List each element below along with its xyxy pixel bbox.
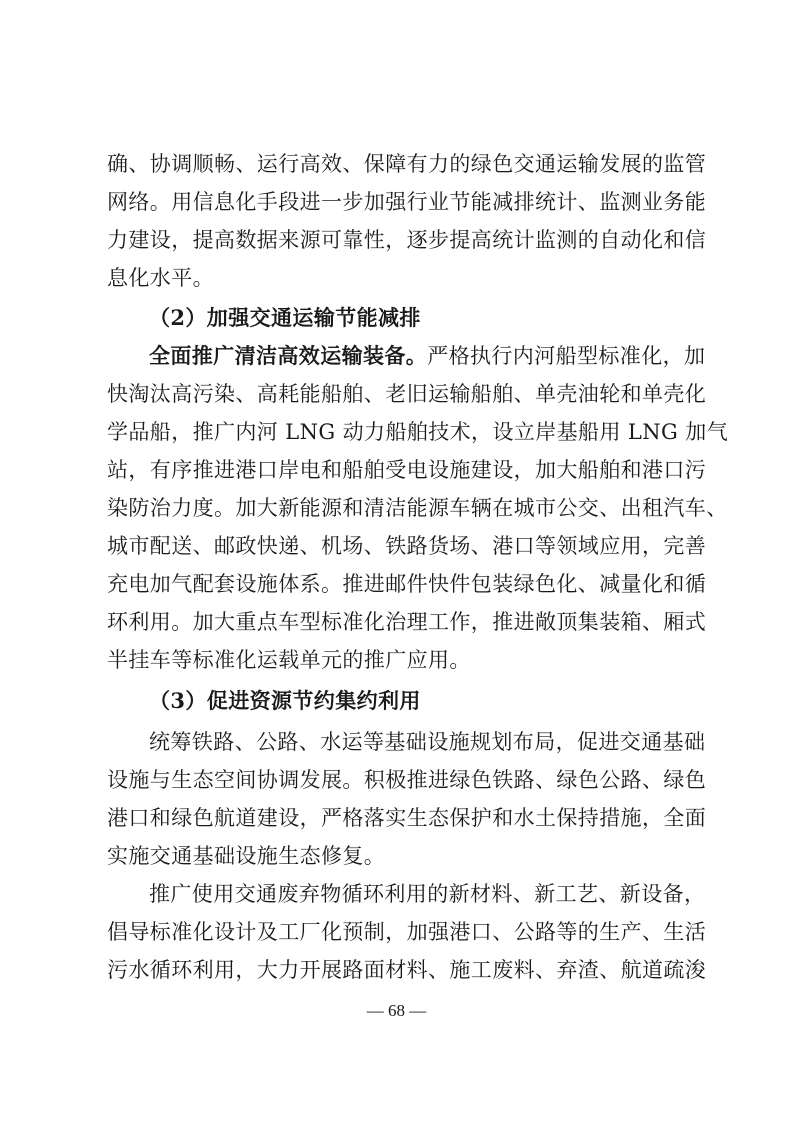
- paragraph-1-line-1: 确、协调顺畅、运行高效、保障有力的绿色交通运输发展的监管: [107, 152, 707, 176]
- paragraph-3-line-1: 统筹铁路、公路、水运等基础设施规划布局，促进交通基础: [149, 730, 706, 754]
- page-number: — 68 —: [366, 1001, 427, 1020]
- section-heading-2: （2）加强交通运输节能减排: [149, 305, 421, 330]
- paragraph-3-line-3: 港口和绿色航道建设，严格落实生态保护和水土保持措施，全面: [107, 806, 707, 830]
- paragraph-2-line-3: 学品船，推广内河 LNG 动力船舶技术，设立岸基船用 LNG 加气: [107, 420, 729, 444]
- paragraph-2-line-1: [149, 342, 705, 370]
- paragraph-2-line-9: 半挂车等标准化运载单元的推广应用。: [107, 648, 471, 672]
- paragraph-2-line-2: 快淘汰高污染、高耗能船舶、老旧运输船舶、单壳油轮和单壳化: [107, 382, 707, 406]
- paragraph-2-line-7: 充电加气配套设施体系。推进邮件快件包装绿色化、减量化和循: [107, 572, 707, 596]
- paragraph-4-line-3: 污水循环利用，大力开展路面材料、施工废料、弃渣、航道疏浚: [107, 958, 707, 982]
- paragraph-1-line-4: 息化水平。: [107, 266, 214, 290]
- paragraph-2-line-8: 环利用。加大重点车型标准化治理工作，推进敞顶集装箱、厢式: [107, 610, 707, 634]
- section-heading-3: （3）促进资源节约集约利用: [149, 688, 421, 713]
- paragraph-2-line-5: 染防治力度。加大新能源和清洁能源车辆在城市公交、出租汽车、: [107, 496, 728, 520]
- paragraph-4-line-1: 推广使用交通废弃物循环利用的新材料、新工艺、新设备，: [149, 882, 706, 906]
- paragraph-3-line-4: 实施交通基础设施生态修复。: [107, 844, 386, 868]
- paragraph-2-line-1-rest: 严格执行内河船型标准化，加: [427, 344, 706, 368]
- paragraph-2-line-6: 城市配送、邮政快递、机场、铁路货场、港口等领域应用，完善: [107, 534, 707, 558]
- paragraph-4-line-2: 倡导标准化设计及工厂化预制，加强港口、公路等的生产、生活: [107, 920, 707, 944]
- paragraph-1-line-2: 网络。用信息化手段进一步加强行业节能减排统计、监测业务能: [107, 190, 707, 214]
- paragraph-3-line-2: 设施与生态空间协调发展。积极推进绿色铁路、绿色公路、绿色: [107, 768, 707, 792]
- paragraph-2-line-4: 站，有序推进港口岸电和船舶受电设施建设，加大船舶和港口污: [107, 458, 707, 482]
- paragraph-1-line-3: 力建设，提高数据来源可靠性，逐步提高统计监测的自动化和信: [107, 228, 707, 252]
- paragraph-2-lead: 全面推广清洁高效运输装备。: [149, 343, 428, 368]
